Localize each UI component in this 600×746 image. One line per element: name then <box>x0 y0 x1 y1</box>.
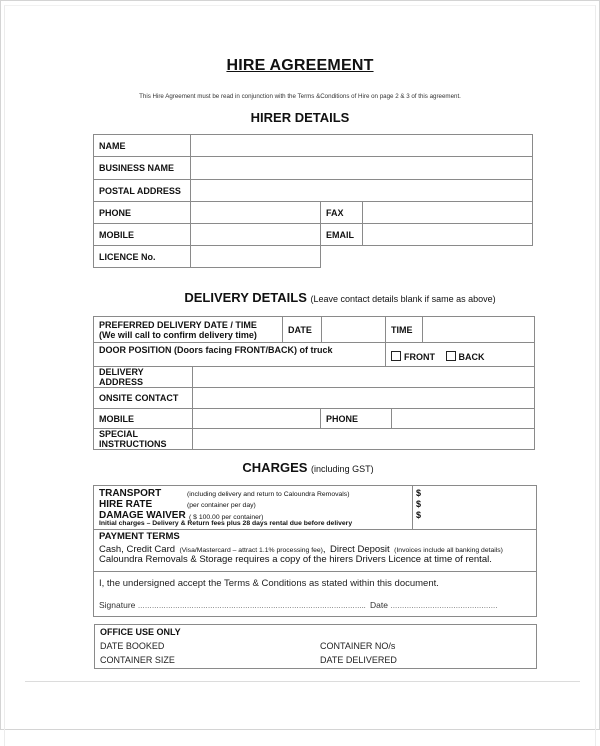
charges-divider <box>412 486 413 529</box>
preferred-line-2: (We will call to confirm delivery time) <box>99 329 257 340</box>
name-label: NAME <box>94 135 191 157</box>
hirer-row-licence <box>94 246 533 268</box>
intro-text: This Hire Agreement must be read in conjunction with the Terms &Conditions of Hire on page 2 & 3 of this agreement. <box>139 93 461 100</box>
business-name-field[interactable] <box>191 157 533 180</box>
initial-charges-note: Initial charges – Delivery & Return fees plus 28 days rental due before delivery <box>99 520 353 527</box>
postal-address-field[interactable] <box>191 180 533 202</box>
date-label: DATE <box>283 317 322 343</box>
back-label: BACK <box>458 351 485 362</box>
signature-date-field[interactable]: ………………………………………. <box>390 603 498 610</box>
charge-amount-damage-waiver[interactable]: $ <box>416 510 422 520</box>
charges-heading <box>8 460 600 475</box>
direct-deposit-text: Direct Deposit <box>330 544 390 555</box>
signature-line <box>99 600 497 610</box>
hirer-row-name <box>94 135 533 157</box>
delivery-heading-note: (Leave contact details blank if same as above) <box>310 294 496 304</box>
charge-item-hire-rate <box>99 499 409 510</box>
payment-terms-heading: PAYMENT TERMS <box>99 531 180 542</box>
bottom-divider <box>25 681 580 682</box>
mobile-field[interactable] <box>191 224 321 246</box>
special-instructions-label: SPECIAL INSTRUCTIONS <box>94 429 193 450</box>
hirer-row-phone <box>94 202 533 224</box>
delivery-row-mobile <box>94 409 535 429</box>
charge-label: TRANSPORT <box>99 488 162 499</box>
acceptance-section <box>94 572 536 616</box>
door-position-options <box>386 343 535 367</box>
preferred-line-1: PREFERRED DELIVERY DATE / TIME <box>99 319 257 330</box>
delivery-row-onsite <box>94 388 535 409</box>
front-checkbox[interactable] <box>391 351 401 361</box>
onsite-contact-field[interactable] <box>193 388 535 409</box>
delivery-details-heading <box>40 290 600 305</box>
charge-amount-transport[interactable]: $ <box>416 488 422 498</box>
delivery-phone-field[interactable] <box>392 409 535 429</box>
hirer-details-table <box>93 134 533 268</box>
hirer-row-postal <box>94 180 533 202</box>
acceptance-statement: I, the undersigned accept the Terms & Conditions as stated within this document. <box>99 578 439 589</box>
front-label: FRONT <box>404 351 435 362</box>
back-option[interactable] <box>446 352 485 362</box>
name-field[interactable] <box>191 135 533 157</box>
delivery-row-special <box>94 429 535 450</box>
licence-requirement-note: Caloundra Removals & Storage requires a copy of the hirers Drivers Licence at time of rental. <box>99 554 492 565</box>
delivery-date-field[interactable] <box>322 317 386 343</box>
phone-field[interactable] <box>191 202 321 224</box>
delivery-row-door <box>94 343 535 367</box>
back-checkbox[interactable] <box>446 351 456 361</box>
hirer-row-mobile <box>94 224 533 246</box>
cash-card-text: Cash, Credit Card <box>99 544 176 555</box>
date-booked-label: DATE BOOKED <box>100 641 165 651</box>
delivery-time-field[interactable] <box>423 317 535 343</box>
delivery-heading-text: DELIVERY DETAILS <box>184 290 307 305</box>
container-nos-label: CONTAINER NO/s <box>320 641 396 651</box>
hirer-details-heading: HIRER DETAILS <box>250 110 350 125</box>
hirer-row-business <box>94 157 533 180</box>
front-option[interactable] <box>391 352 435 362</box>
date-delivered-label: DATE DELIVERED <box>320 655 397 665</box>
time-label: TIME <box>386 317 423 343</box>
special-instructions-field[interactable] <box>193 429 535 450</box>
postal-address-label: POSTAL ADDRESS <box>94 180 191 202</box>
licence-label: LICENCE No. <box>94 246 191 268</box>
charges-heading-text: CHARGES <box>242 460 308 475</box>
deposit-note: (Invoices include all banking details) <box>394 547 503 554</box>
delivery-phone-label: PHONE <box>321 409 392 429</box>
charge-label: HIRE RATE <box>99 499 153 510</box>
delivery-details-table-top <box>93 316 535 367</box>
delivery-row-preferred <box>94 317 535 343</box>
charge-item-transport <box>99 488 409 499</box>
document-title: HIRE AGREEMENT <box>226 57 374 74</box>
payment-separator: , <box>322 544 326 555</box>
charges-box <box>93 485 537 617</box>
fax-field[interactable] <box>363 202 533 224</box>
delivery-address-field[interactable] <box>193 367 535 388</box>
signature-field[interactable]: …………………………………………………………………………………….. <box>137 603 366 610</box>
charge-amount-hire-rate[interactable]: $ <box>416 499 422 509</box>
charges-items-section <box>94 486 536 530</box>
charge-label: DAMAGE WAIVER <box>99 510 186 521</box>
door-position-label: DOOR POSITION (Doors facing FRONT/BACK) of truck <box>94 343 386 367</box>
preferred-delivery-label <box>94 317 283 343</box>
charges-heading-note: (including GST) <box>311 464 374 474</box>
empty-cell <box>321 246 533 268</box>
office-use-heading: OFFICE USE ONLY <box>100 627 181 637</box>
delivery-mobile-label: MOBILE <box>94 409 193 429</box>
charge-description: ( $ 100.00 per container) <box>189 514 264 521</box>
mobile-label: MOBILE <box>94 224 191 246</box>
delivery-row-address <box>94 367 535 388</box>
date-label: Date <box>370 600 388 610</box>
email-field[interactable] <box>363 224 533 246</box>
business-name-label: BUSINESS NAME <box>94 157 191 180</box>
delivery-mobile-field[interactable] <box>193 409 321 429</box>
delivery-details-table-bottom <box>93 366 535 450</box>
signature-label: Signature <box>99 600 136 610</box>
office-use-box <box>94 624 537 669</box>
email-label: EMAIL <box>321 224 363 246</box>
card-fee-note: (Visa/Mastercard – attract 1.1% processing fee) <box>179 547 323 554</box>
licence-field[interactable] <box>191 246 321 268</box>
charge-description: (including delivery and return to Caloundra Removals) <box>187 491 350 498</box>
onsite-contact-label: ONSITE CONTACT <box>94 388 193 409</box>
charge-description: (per container per day) <box>187 502 256 509</box>
delivery-address-label: DELIVERY ADDRESS <box>94 367 193 388</box>
payment-terms-section <box>94 529 536 572</box>
fax-label: FAX <box>321 202 363 224</box>
container-size-label: CONTAINER SIZE <box>100 655 175 665</box>
phone-label: PHONE <box>94 202 191 224</box>
